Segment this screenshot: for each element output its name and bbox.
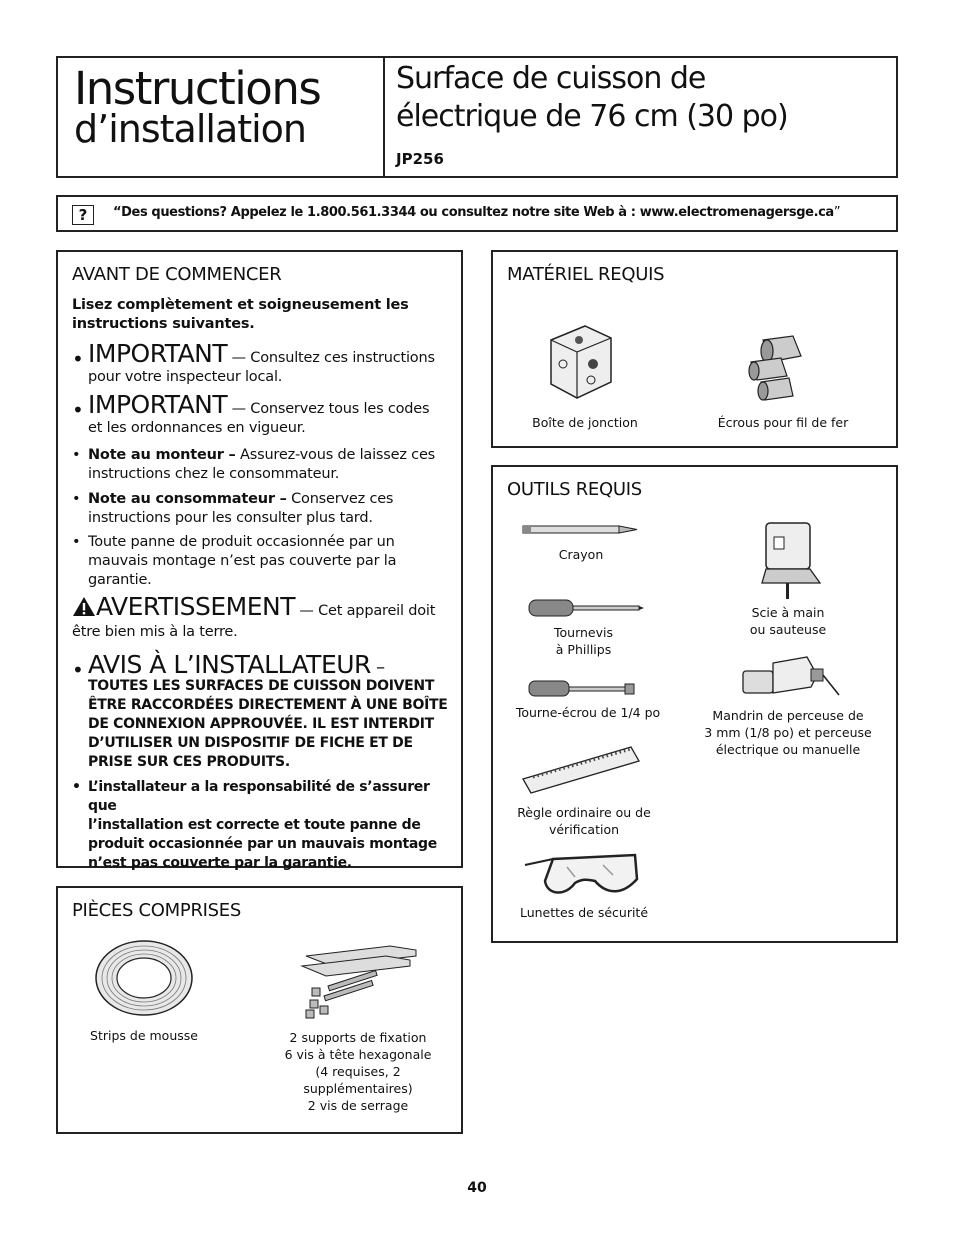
question-icon: ? xyxy=(72,205,94,225)
brackets-line: 2 vis de serrage xyxy=(307,1098,409,1113)
brackets-screws-icon xyxy=(298,940,418,1024)
note-garantie: • Toute panne de produit occasionnée par un mauvais montage n’est pas couverte par la garantie. xyxy=(72,533,462,590)
note-monteur-label: Note au monteur – xyxy=(88,447,236,463)
ruler-icon xyxy=(519,745,641,801)
drill-icon xyxy=(741,653,841,709)
important-1-label: IMPORTANT xyxy=(88,339,228,368)
tool-crayon: Crayon xyxy=(558,547,604,562)
tool-lunettes: Lunettes de sécurité xyxy=(519,905,649,920)
tool-mandrin-line: 3 mm (1/8 po) et perceuse xyxy=(704,725,872,740)
important-2-label: IMPORTANT xyxy=(88,390,228,419)
materiel-box xyxy=(491,250,898,448)
foam-roll-icon xyxy=(94,938,194,1022)
tool-mandrin xyxy=(693,707,883,758)
avis-line: D’UTILISER UN DISPOSITIF DE FICHE ET DE xyxy=(88,735,413,751)
pieces-item-brackets xyxy=(268,1029,448,1114)
important-2: • IMPORTANT — Conservez tous les codes et les ordonnances en vigueur. xyxy=(72,395,462,438)
avant-intro-line2: instructions suivantes. xyxy=(72,316,255,332)
header-divider xyxy=(383,58,385,176)
question-bar xyxy=(56,195,898,232)
brackets-line: (4 requises, 2 xyxy=(315,1064,401,1079)
outils-box xyxy=(491,465,898,943)
screwdriver-icon xyxy=(527,597,645,623)
avant-intro xyxy=(72,296,409,334)
question-close-quote: ” xyxy=(833,205,841,220)
note-monteur-text: Assurez-vous de laissez ces xyxy=(235,447,436,463)
final-line: L’installateur a la responsabilité de s’assurer que xyxy=(88,779,430,814)
warning-block xyxy=(72,592,462,642)
junction-box-icon xyxy=(545,322,615,406)
avant-intro-line1: Lisez complètement et soigneusement les xyxy=(72,297,409,313)
tool-regle-line2: vérification xyxy=(548,822,620,837)
page-title: Instructions xyxy=(74,62,321,115)
avant-heading: AVANT DE COMMENCER xyxy=(72,264,282,285)
jigsaw-icon xyxy=(758,519,828,605)
avis-label: AVIS À L’INSTALLATEUR xyxy=(88,650,371,679)
tool-mandrin-line: Mandrin de perceuse de xyxy=(712,708,864,723)
wire-nuts-icon xyxy=(743,334,813,408)
brackets-line: 2 supports de fixation xyxy=(289,1030,427,1045)
warning-label: AVERTISSEMENT xyxy=(96,592,295,621)
warning-text: — Cet appareil doit xyxy=(294,603,436,619)
note-consommateur-line2: instructions pour les consulter plus tard. xyxy=(88,510,373,526)
avis-dash: – xyxy=(370,657,385,678)
tool-tourne-ecrou: Tourne-écrou de 1/4 po xyxy=(515,705,661,720)
important-1: • IMPORTANT — Consultez ces instructions pour votre inspecteur local. xyxy=(72,344,462,387)
pieces-item-foam: Strips de mousse xyxy=(90,1028,198,1043)
note-consommateur: • Note au consommateur – Conservez ces instructions pour les consulter plus tard. xyxy=(72,490,462,528)
outils-heading: OUTILS REQUIS xyxy=(507,479,642,500)
nut-driver-icon xyxy=(527,679,637,703)
note-garantie-line3: garantie. xyxy=(88,572,152,588)
note-consommateur-label: Note au consommateur – xyxy=(88,491,287,507)
note-consommateur-text: Conservez ces xyxy=(286,491,394,507)
note-garantie-line1: Toute panne de produit occasionnée par un xyxy=(88,534,395,550)
tool-regle-line1: Règle ordinaire ou de xyxy=(517,805,651,820)
avant-box xyxy=(56,250,463,871)
avis-block: • AVIS À L’INSTALLATEUR – TOUTES LES SURFACES DE CUISSON DOIVENT ÊTRE RACCORDÉES DIRECTEMENT À UNE BOÎTE DE CONNEXION APPROUVÉE. IL EST INTERDIT D’UTILISER UN DISPOSITIF DE FICHE ET DE PRISE SUR CES PRODUITS. xyxy=(72,650,462,772)
safety-glasses-icon xyxy=(523,851,639,905)
materiel-heading: MATÉRIEL REQUIS xyxy=(507,264,665,285)
tool-tournevis xyxy=(521,624,646,658)
page-number: 40 xyxy=(467,1180,487,1196)
question-text-main: “Des questions? Appelez le 1.800.561.3344 ou consultez notre site Web à : www.electromenagersge.ca xyxy=(113,205,834,220)
avis-line: TOUTES LES SURFACES DE CUISSON DOIVENT xyxy=(88,678,435,694)
avis-text xyxy=(88,677,462,772)
warning-line2: être bien mis à la terre. xyxy=(72,624,238,640)
pieces-box xyxy=(56,886,463,1134)
materiel-item-wirenuts: Écrous pour fil de fer xyxy=(717,415,849,430)
product-title-line2: électrique de 76 cm (30 po) xyxy=(396,99,788,134)
avis-line: DE CONNEXION APPROUVÉE. IL EST INTERDIT xyxy=(88,716,434,732)
important-1-line2: pour votre inspecteur local. xyxy=(88,369,283,385)
tool-regle xyxy=(509,804,659,838)
final-line: produit occasionnée par un mauvais montage xyxy=(88,836,437,852)
tool-tournevis-line1: Tournevis xyxy=(554,625,613,640)
note-monteur: • Note au monteur – Assurez-vous de laissez ces instructions chez le consommateur. xyxy=(72,446,462,484)
installer-responsibility: • L’installateur a la responsabilité de s’assurer que l’installation est correcte et toute panne de produit occasionnée par un mauvais montage n’est pas couverte par la garantie. xyxy=(72,778,462,873)
tool-scie-line2: ou sauteuse xyxy=(749,622,827,637)
page-title-line2: d’installation xyxy=(74,107,307,151)
model-number: JP256 xyxy=(396,150,444,168)
brackets-line: supplémentaires) xyxy=(303,1081,413,1096)
important-2-text: — Conservez tous les codes xyxy=(227,401,430,417)
note-garantie-line2: mauvais montage n’est pas couverte par la xyxy=(88,553,397,569)
tool-scie-line1: Scie à main xyxy=(751,605,825,620)
final-line: l’installation est correcte et toute panne de xyxy=(88,817,421,833)
avis-line: PRISE SUR CES PRODUITS. xyxy=(88,754,290,770)
materiel-item-junction: Boîte de jonction xyxy=(532,415,638,430)
question-text xyxy=(113,205,840,220)
avis-line: ÊTRE RACCORDÉES DIRECTEMENT À UNE BOÎTE xyxy=(88,697,448,713)
final-line: n’est pas couverte par la garantie. xyxy=(88,855,352,871)
tool-scie xyxy=(723,604,853,638)
brackets-line: 6 vis à tête hexagonale xyxy=(284,1047,432,1062)
tool-tournevis-line2: à Phillips xyxy=(555,642,612,657)
pencil-icon xyxy=(521,522,639,541)
pieces-heading: PIÈCES COMPRISES xyxy=(72,900,241,921)
tool-mandrin-line: électrique ou manuelle xyxy=(715,742,861,757)
important-2-line2: et les ordonnances en vigueur. xyxy=(88,420,306,436)
note-monteur-line2: instructions chez le consommateur. xyxy=(88,466,340,482)
important-1-text: — Consultez ces instructions xyxy=(227,350,435,366)
product-title-line1: Surface de cuisson de xyxy=(396,61,706,96)
header-box xyxy=(56,56,898,178)
warning-triangle-icon xyxy=(72,596,96,623)
